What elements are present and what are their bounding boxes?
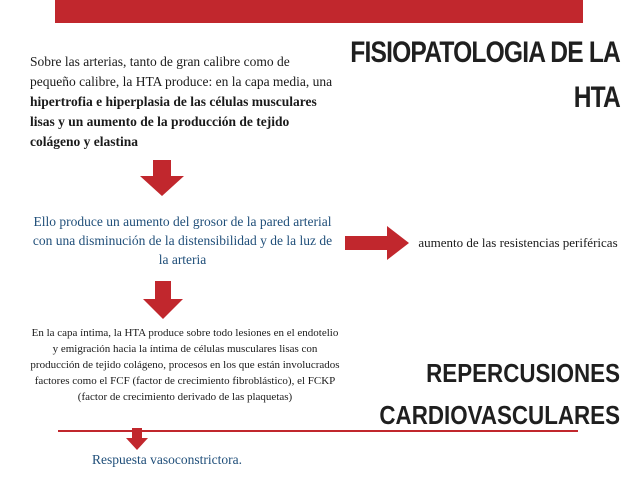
slide-title-line-1: FISIOPATOLOGIA DE LA bbox=[350, 36, 620, 69]
repercusiones-heading bbox=[336, 352, 620, 436]
repercusiones-line-1: REPERCUSIONES bbox=[426, 358, 620, 388]
arrow-down-2 bbox=[143, 281, 183, 319]
slide-title-line-2: HTA bbox=[573, 81, 620, 114]
slide-title bbox=[349, 30, 620, 120]
intima-paragraph: En la capa íntima, la HTA produce sobre todo lesiones en el endotelio y emigración hacia la íntima de células musculares lisas con producción de tejido colágeno, procesos en los que están involucrados factores como el FCF (factor de crecimiento fibroblástico), el FCKP (factor de crecimiento derivado de las plaquetas) bbox=[30, 327, 340, 403]
arrow-down-3 bbox=[126, 428, 148, 450]
arterias-paragraph bbox=[30, 52, 335, 152]
top-accent-bar bbox=[55, 0, 583, 23]
grosor-paragraph: Ello produce un aumento del grosor de la pared arterial con una disminución de la distensibilidad y de la luz de la arteria bbox=[32, 214, 333, 267]
resistencias-text: aumento de las resistencias periféricas bbox=[418, 235, 618, 250]
arterias-bold-text: hipertrofia e hiperplasia de las células musculares lisas y un aumento de la producción de tejido colágeno y elastina bbox=[30, 94, 317, 149]
arrow-down-1 bbox=[140, 160, 184, 196]
vasoconstrictora-text: Respuesta vasoconstrictora. bbox=[92, 452, 242, 467]
repercusiones-line-2: CARDIOVASCULARES bbox=[379, 400, 620, 430]
arrow-right bbox=[345, 226, 409, 260]
arterias-text: Sobre las arterias, tanto de gran calibre como de pequeño calibre, la HTA produce: en la capa media, una bbox=[30, 54, 333, 89]
